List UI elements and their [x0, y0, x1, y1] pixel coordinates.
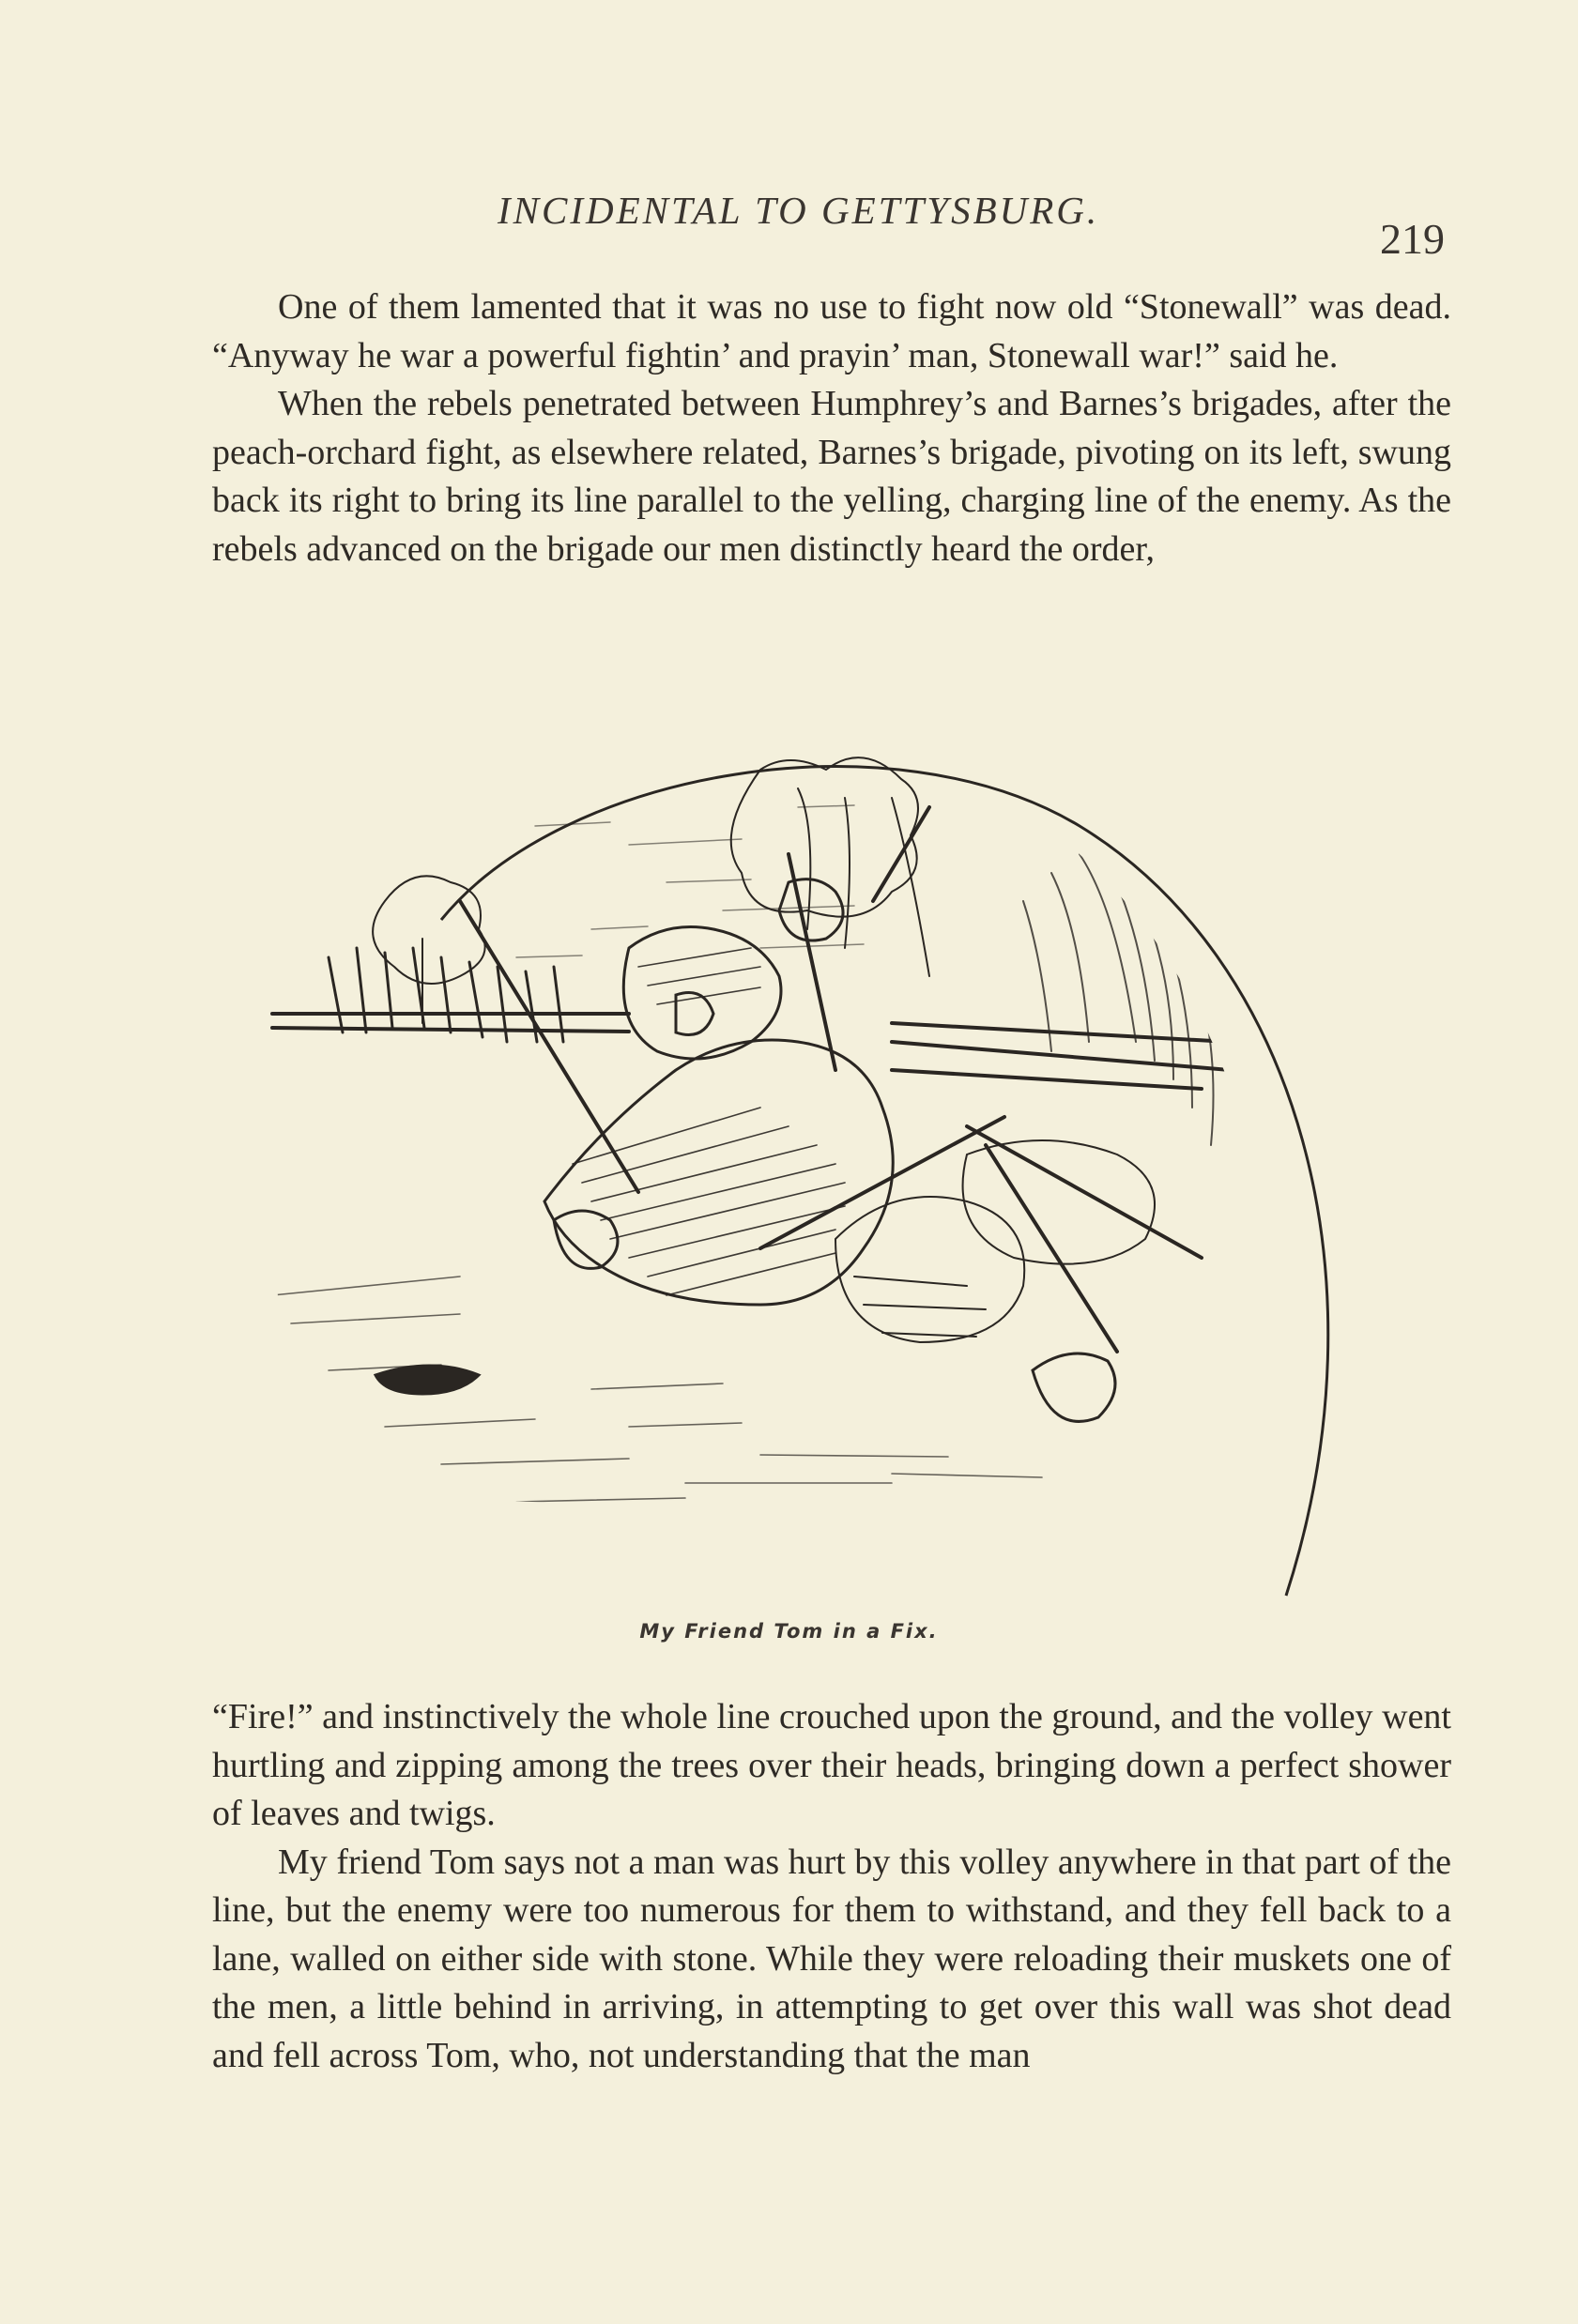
battle-illustration: [235, 713, 1427, 1605]
text-block-bottom: [212, 1693, 1451, 2080]
paragraph: My friend Tom says not a man was hurt by this volley anywhere in that part of the line, but the enemy were too numerous for them to withstand, and they fell back to a lane, walled on either side with stone. While they were reloading their muskets one of the men, a little behind in arriving, in attempting to get over this wall was shot dead and fell across Tom, who, not understanding that the man: [212, 1842, 1451, 2075]
illustration-caption: My Friend Tom in a Fix.: [639, 1620, 939, 1643]
paragraph: “Fire!” and instinctively the whole line crouched upon the ground, and the volley went hurtling and zipping among the trees over their heads, bringing down a perfect shower of leaves and twigs.: [212, 1697, 1451, 1833]
page-number: 219: [1380, 215, 1445, 263]
paragraph: One of them lamented that it was no use to fight now old “Stonewall” was dead. “Anyway he war a powerful fightin’ and prayin’ man, Stonewall war!” said he.: [212, 287, 1451, 375]
text-block-top: [212, 283, 1451, 573]
running-head: INCIDENTAL TO GETTYSBURG.: [498, 189, 1100, 232]
paragraph: When the rebels penetrated between Humphrey’s and Barnes’s brigades, after the peach-orchard fight, as elsewhere related, Barnes’s brigade, pivoting on its left, swung back its right to bring its line parallel to the yelling, charging line of the enemy. As the rebels advanced on the brigade our men distinctly heard the order,: [212, 384, 1451, 569]
